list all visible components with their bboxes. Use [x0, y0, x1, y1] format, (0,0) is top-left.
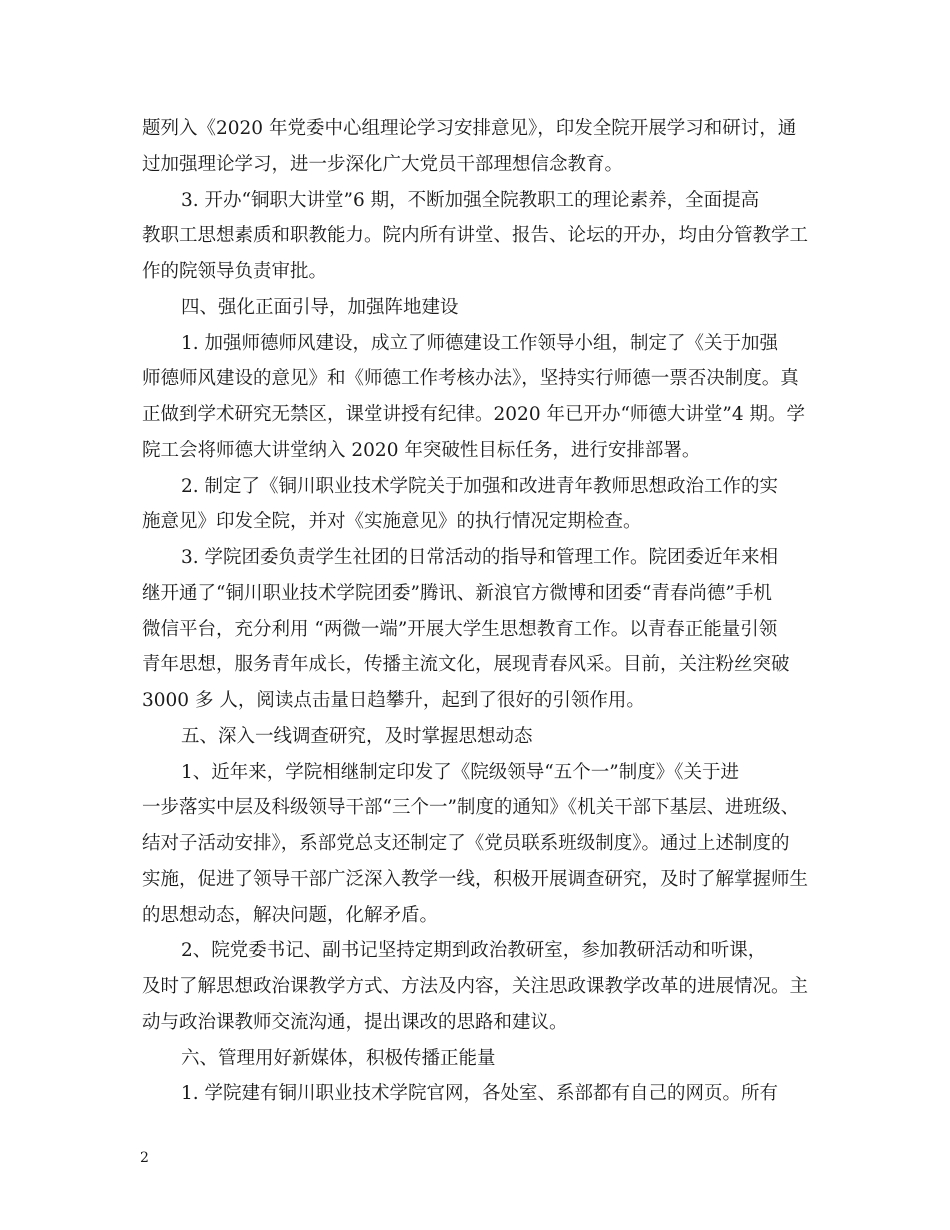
text-line: 3. 学院团委负责学生社团的日常活动的指导和管理工作。院团委近年来相	[181, 547, 779, 568]
text-line: 青年思想，服务青年成长，传播主流文化，展现青春风采。目前，关注粉丝突破	[142, 654, 790, 675]
text-line: 院工会将师德大讲堂纳入 2020 年突破性目标任务，进行安排部署。	[142, 440, 701, 461]
text-line: 过加强理论学习，进一步深化广大党员干部理想信念教育。	[142, 154, 624, 175]
text-line: 作的院领导负责审批。	[142, 261, 328, 282]
text-line: 微信平台，充分利用 “两微一端”开展大学生思想教育工作。以青春正能量引领	[142, 619, 778, 640]
text-line: 题列入《2020 年党委中心组理论学习安排意见》，印发全院开展学习和研讨，通	[142, 118, 797, 139]
section-heading: 六、管理用好新媒体，积极传播正能量	[181, 1048, 496, 1069]
text-line: 实施，促进了领导干部广泛深入教学一线，积极开展调查研究，及时了解掌握师生	[142, 869, 809, 890]
text-line: 3. 开办“铜职大讲堂”6 期，不断加强全院教职工的理论素养，全面提高	[181, 190, 760, 211]
text-line: 教职工思想素质和职教能力。院内所有讲堂、报告、论坛的开办，均由分管教学工	[142, 225, 809, 246]
text-line: 正做到学术研究无禁区，课堂讲授有纪律。2020 年已开办“师德大讲堂”4 期。学	[142, 404, 806, 425]
text-line: 2、院党委书记、副书记坚持定期到政治教研室，参加教研活动和听课，	[181, 940, 767, 961]
text-line: 的思想动态，解决问题，化解矛盾。	[142, 905, 439, 926]
text-line: 师德师风建设的意见》和《师德工作考核办法》，坚持实行师德一票否决制度。真	[142, 368, 799, 389]
text-line: 及时了解思想政治课教学方式、方法及内容，关注思政课教学改革的进展情况。主	[142, 976, 809, 997]
text-line: 继开通了“铜川职业技术学院团委”腾讯、新浪官方微博和团委“青春尚德”手机	[142, 583, 772, 604]
section-heading: 五、深入一线调查研究，及时掌握思想动态	[181, 726, 533, 747]
text-line: 结对子活动安排》，系部党总支还制定了《党员联系班级制度》。通过上述制度的	[142, 833, 790, 854]
text-line: 施意见》印发全院，并对《实施意见》的执行情况定期检查。	[142, 511, 642, 532]
text-line: 动与政治课教师交流沟通，提出课改的思路和建议。	[142, 1012, 568, 1033]
text-line: 一步落实中层及科级领导干部“三个一”制度的通知》《机关干部下基层、进班级、	[142, 797, 800, 818]
text-line: 1、近年来，学院相继制定印发了《院级领导“五个一”制度》《关于进	[181, 762, 739, 783]
text-line: 3000 多 人，阅读点击量日趋攀升，起到了很好的引领作用。	[142, 690, 645, 711]
text-line: 1. 加强师德师风建设，成立了师德建设工作领导小组，制定了《关于加强	[181, 333, 779, 354]
section-heading: 四、强化正面引导，加强阵地建设	[181, 297, 459, 318]
page-number: 2	[140, 1150, 149, 1166]
text-line: 1. 学院建有铜川职业技术学院官网，各处室、系部都有自己的网页。所有	[181, 1083, 779, 1104]
text-line: 2. 制定了《铜川职业技术学院关于加强和改进青年教师思想政治工作的实	[181, 476, 779, 497]
